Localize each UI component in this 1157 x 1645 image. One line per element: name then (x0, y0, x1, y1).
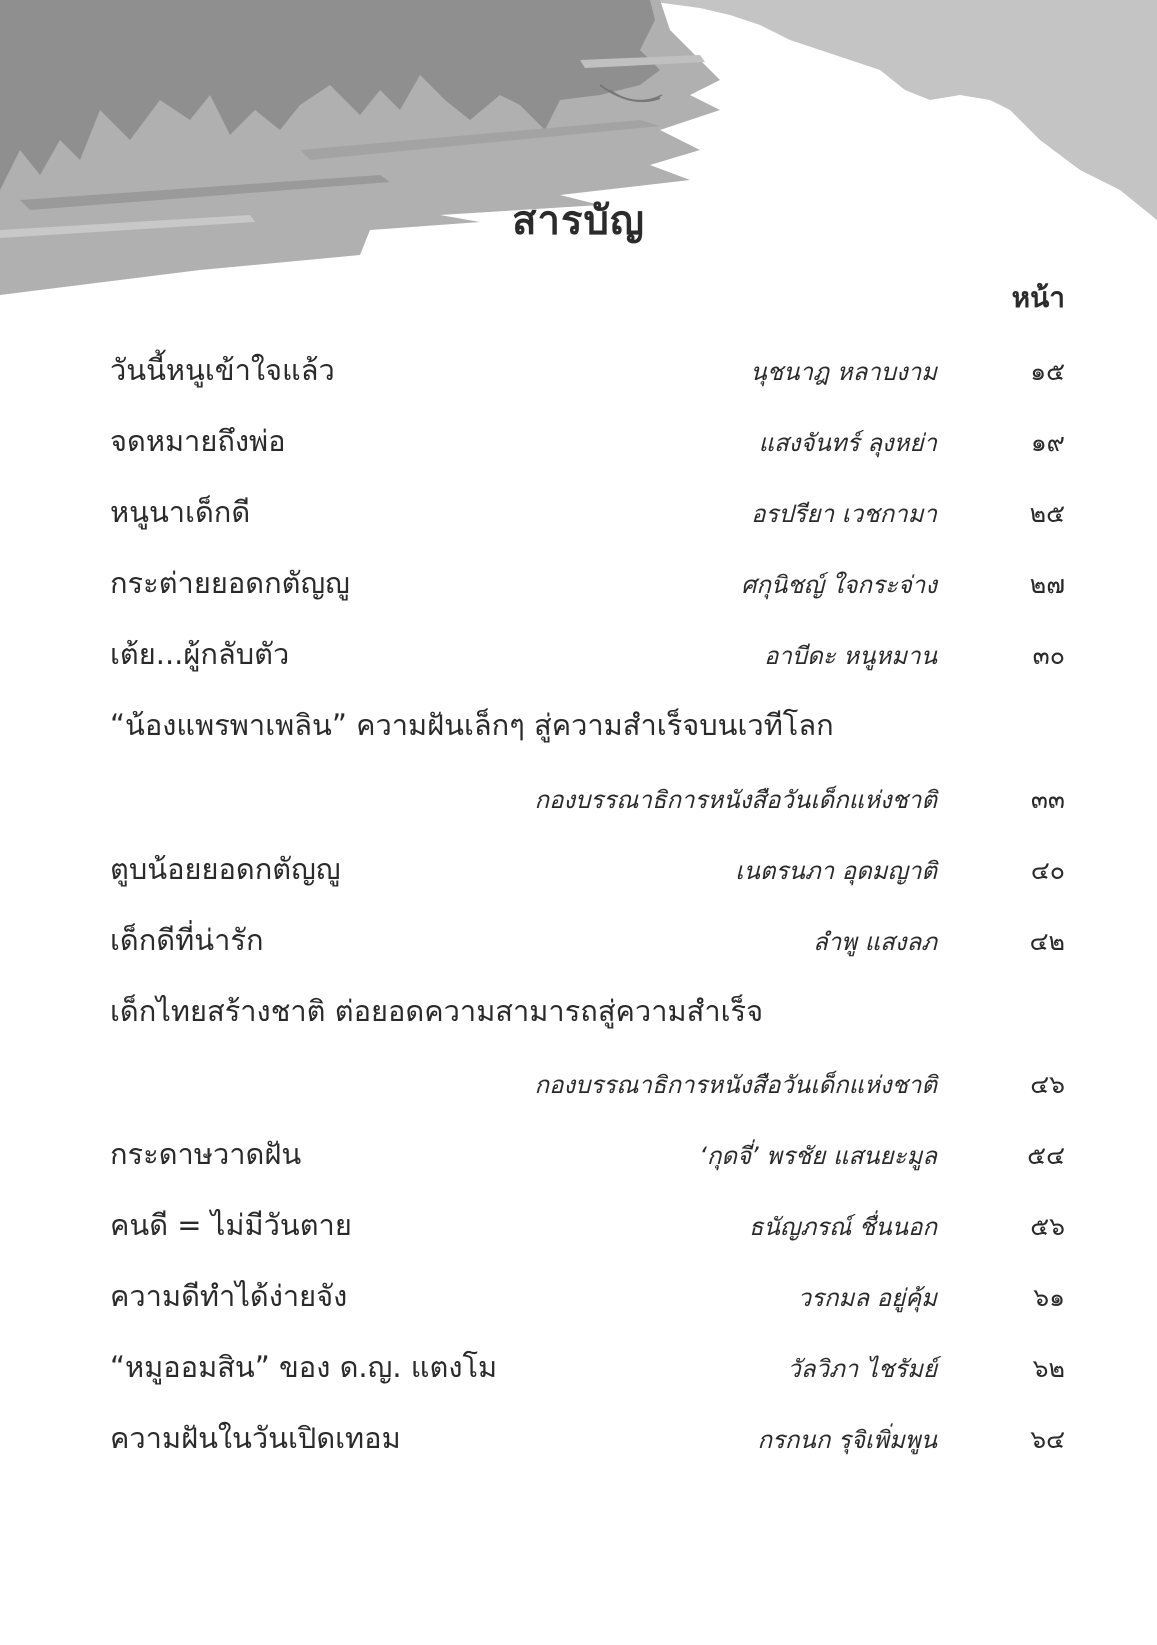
entry-author: แสงจันทร์ ลุงหย่า (758, 429, 937, 457)
entry-page-number: ๖๑ (1033, 1283, 1065, 1312)
toc-entry (0, 490, 1157, 538)
entry-author: ลำพู แสงลภ (813, 928, 937, 956)
toc-entry (0, 1345, 1157, 1393)
entry-title: ความดีทำได้ง่ายจัง (110, 1279, 348, 1313)
entry-title: ตูบน้อยยอดกตัญญู (110, 852, 341, 886)
entry-author: เนตรนภา อุดมญาติ (735, 857, 937, 885)
toc-entry (0, 1203, 1157, 1251)
toc-entry (0, 1416, 1157, 1464)
header-brush-illustration (0, 0, 1157, 300)
entry-author: อาบีดะ หนูหมาน (764, 642, 937, 670)
entry-page-number: ๑๕ (1030, 357, 1065, 386)
entry-title: จดหมายถึงพ่อ (110, 424, 286, 458)
entry-title: กระต่ายยอดกตัญญู (110, 566, 350, 600)
entry-page-number: ๓๐ (1032, 641, 1065, 670)
toc-entry (0, 348, 1157, 396)
toc-entry (0, 561, 1157, 609)
entry-author: วรกมล อยู่คุ้ม (797, 1284, 937, 1312)
entry-page-number: ๓๓ (1030, 785, 1065, 814)
entry-title: กระดาษวาดฝัน (110, 1137, 302, 1171)
entry-title: เด็กไทยสร้างชาติ ต่อยอดความสามารถสู่ความสำเร็จ (110, 994, 764, 1028)
entry-author: วัลวิภา ไชรัมย์ (787, 1355, 937, 1383)
toc-entry-title-line (0, 703, 1157, 751)
entry-page-number: ๕๔ (1027, 1141, 1065, 1170)
entry-page-number: ๑๙ (1030, 428, 1065, 457)
toc-entry (0, 1132, 1157, 1180)
entry-title: วันนี้หนูเข้าใจแล้ว (110, 353, 335, 387)
entry-author: กองบรรณาธิการหนังสือวันเด็กแห่งชาติ (534, 1071, 937, 1099)
toc-entry (0, 918, 1157, 966)
entry-page-number: ๔๒ (1029, 927, 1065, 956)
entry-author: กองบรรณาธิการหนังสือวันเด็กแห่งชาติ (534, 786, 937, 814)
entry-page-number: ๔๖ (1030, 1070, 1065, 1099)
toc-entry (0, 847, 1157, 895)
toc-entry-author-line (0, 1061, 1157, 1109)
entry-page-number: ๕๖ (1030, 1212, 1065, 1241)
entry-page-number: ๒๗ (1029, 570, 1065, 599)
page-title: สารบัญ (512, 198, 645, 244)
entry-page-number: ๖๒ (1032, 1354, 1065, 1383)
entry-title: เด็กดีที่น่ารัก (110, 923, 264, 957)
entry-title: ความฝันในวันเปิดเทอม (110, 1421, 401, 1455)
toc-entry (0, 419, 1157, 467)
toc-entry-title-line (0, 989, 1157, 1037)
entry-page-number: ๖๔ (1030, 1425, 1065, 1454)
entry-author: ธนัญภรณ์ ชื่นนอก (748, 1213, 937, 1241)
entry-title: หนูนาเด็กดี (110, 495, 251, 529)
toc-entry-author-line (0, 776, 1157, 824)
entry-title: เต้ย...ผู้กลับตัว (110, 637, 290, 671)
entry-title: “น้องแพรพาเพลิน” ความฝันเล็กๆ สู่ความสำเร็จบนเวทีโลก (110, 708, 834, 742)
entry-author: ‘กุดจี่’ พรชัย แสนยะมูล (699, 1142, 937, 1170)
entry-title: คนดี = ไม่มีวันตาย (110, 1208, 352, 1242)
entry-page-number: ๔๐ (1030, 856, 1065, 885)
toc-entry (0, 1274, 1157, 1322)
entry-page-number: ๒๕ (1029, 499, 1065, 528)
page-number-column-header: หน้า (1011, 281, 1065, 314)
entry-author: นุชนาฎ หลาบงาม (750, 358, 937, 386)
entry-author: กรกนก รุจิเพิ่มพูน (757, 1426, 937, 1454)
entry-author: ศกุนิชญ์ ใจกระจ่าง (741, 571, 937, 599)
entry-title: “หมูออมสิน” ของ ด.ญ. แตงโม (110, 1350, 498, 1384)
entry-author: อรปรียา เวชกามา (751, 500, 937, 528)
toc-entry (0, 632, 1157, 680)
